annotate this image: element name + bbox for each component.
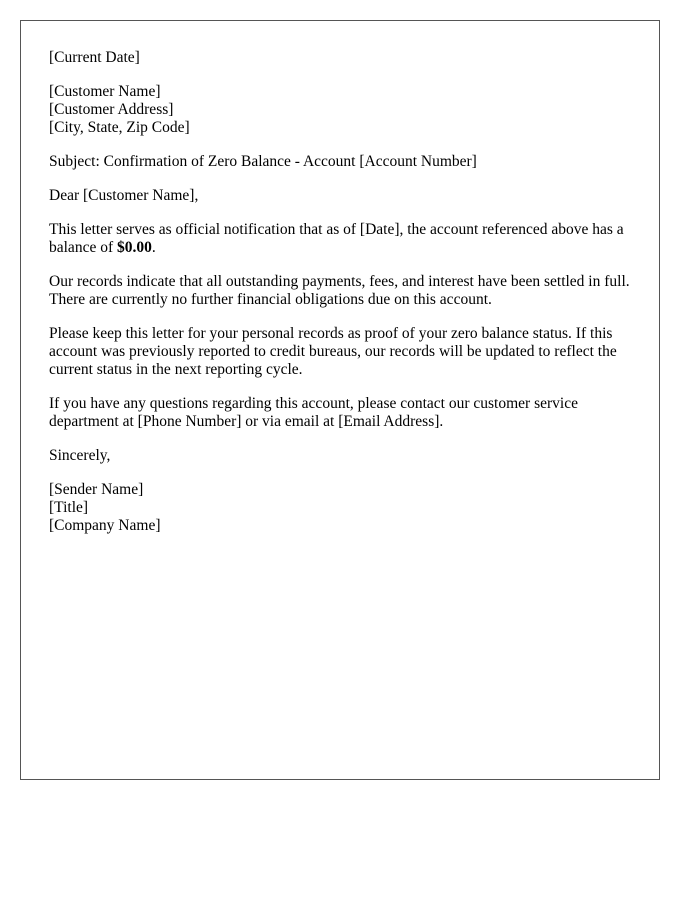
balance-text-after: . (151, 239, 156, 256)
body-paragraph-balance (49, 221, 631, 257)
balance-text-before: This letter serves as official notification that as of [Date], the account referenced above has a balance of (49, 221, 624, 256)
recipient-city-state-zip: [City, State, Zip Code] (49, 119, 190, 136)
body-paragraph-contact: If you have any questions regarding this account, please contact our customer service department at [Phone Number] or via email at [Email Address]. (49, 395, 578, 430)
sender-name: [Sender Name] (49, 481, 144, 498)
recipient-name: [Customer Name] (49, 83, 161, 100)
balance-amount: $0.00 (117, 239, 152, 256)
sender-title: [Title] (49, 499, 89, 516)
letter-date (49, 49, 631, 67)
recipient-address-block (49, 83, 631, 137)
salutation: Dear [Customer Name], (49, 187, 199, 204)
body-paragraph-keep-letter: Please keep this letter for your personal records as proof of your zero balance status. If this account was previously reported to credit bureaus, our records will be updated to reflect the current status in the next reporting cycle. (49, 325, 617, 378)
signature-block (49, 481, 631, 535)
subject-line: Subject: Confirmation of Zero Balance - Account [Account Number] (49, 153, 477, 170)
sender-company: [Company Name] (49, 517, 161, 534)
letter-page (20, 20, 660, 780)
body-paragraph-records: Our records indicate that all outstanding payments, fees, and interest have been settled in full. There are currently no further financial obligations due on this account. (49, 273, 630, 308)
date-text: [Current Date] (49, 49, 140, 66)
recipient-address: [Customer Address] (49, 101, 174, 118)
closing: Sincerely, (49, 447, 111, 464)
